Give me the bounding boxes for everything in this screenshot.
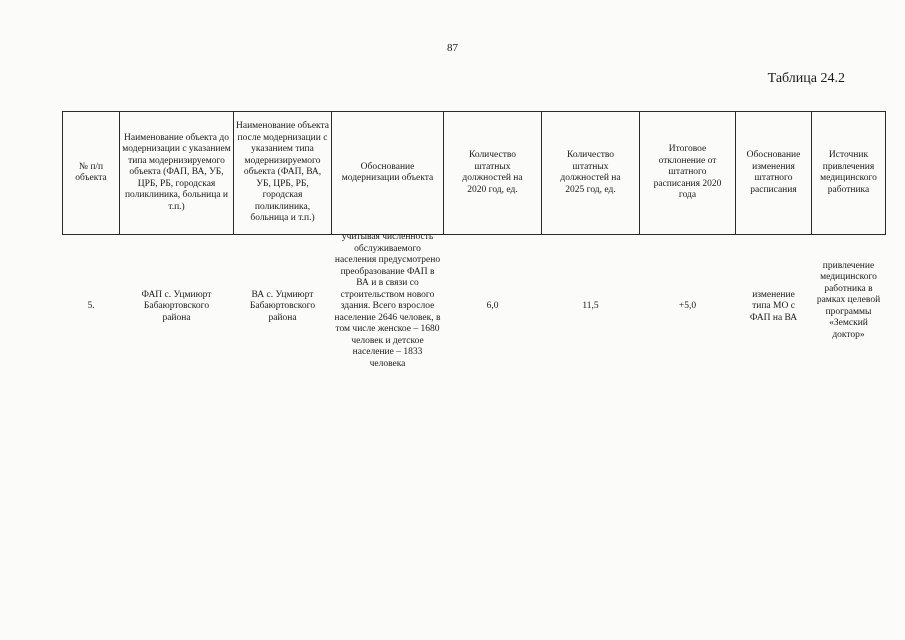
header-object-before-text: Наименование объекта до модернизации с указанием типа модернизируемого объекта (ФАП, ВА, УБ, ЦРБ, РБ, городская поликлиника, больница и т.п.) (122, 132, 231, 212)
header-object-before (120, 112, 234, 235)
cell-object-before: ФАП с. Уцмиюрт Бабаюртовского района (141, 289, 212, 323)
cell-object-after: ВА с. Уцмиюрт Бабаюртовского района (249, 289, 316, 323)
header-staff-2020 (444, 112, 542, 235)
header-number (63, 112, 120, 235)
header-deviation (640, 112, 736, 235)
header-staff-change-reason (736, 112, 812, 235)
header-number-text: № п/п объекта (75, 161, 107, 183)
header-staff-change-reason-text: Обоснование изменения штатного расписания (746, 150, 801, 195)
cell-staff-change-reason: изменение типа МО с ФАП на ВА (749, 289, 798, 323)
cell-justification: учитывая численность обслуживаемого населения предусмотрено преобразование ФАП в ВА и в связи со строительством нового здания. Всего взрослое население 2646 человек, в том числе женское – 1680 человек и детское население – 1833 человека (334, 232, 441, 369)
cell-staff-2025: 11,5 (582, 301, 599, 312)
cell-source: привлечение медицинского работника в рамках целевой программы «Земский доктор» (816, 260, 881, 340)
header-staff-2020-text: Количество штатных должностей на 2020 год, ед. (462, 150, 523, 195)
header-object-after-text: Наименование объекта после модернизации с указанием типа модернизируемого объекта (ФАП, ВА, УБ, ЦРБ, РБ, городская поликлиника, больница и т.п.) (236, 121, 330, 224)
header-source-text: Источник привлечения медицинского работника (820, 150, 877, 195)
table-row (63, 235, 886, 396)
header-staff-2025-text: Количество штатных должностей на 2025 год, ед. (560, 150, 621, 195)
header-deviation-text: Итоговое отклонение от штатного расписания 2020 года (653, 144, 722, 201)
cell-staff-2020: 6,0 (486, 301, 499, 312)
header-object-after (234, 112, 332, 235)
modernization-table (62, 111, 886, 395)
header-source (812, 112, 886, 235)
table-caption: Таблица 24.2 (767, 71, 845, 86)
table-header-row (63, 112, 886, 235)
page-number: 87 (447, 42, 458, 54)
cell-deviation: +5,0 (678, 301, 697, 312)
header-staff-2025 (542, 112, 640, 235)
header-justification-text: Обоснование модернизации объекта (341, 161, 434, 183)
cell-number: 5. (87, 301, 95, 312)
header-justification (332, 112, 444, 235)
